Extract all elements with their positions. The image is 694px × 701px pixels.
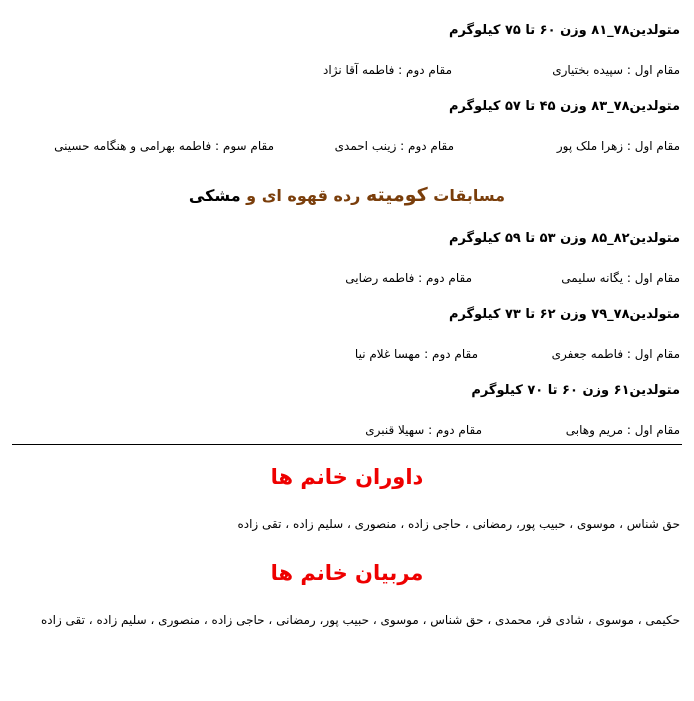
kumite-second-place-3: مقام دوم : سهیلا قنبری bbox=[365, 423, 482, 437]
coaches-title: مربیان خانم ها bbox=[270, 561, 424, 585]
kumite-title-part3: رده قهوه ای و bbox=[240, 186, 366, 205]
first-place-1: مقام اول : سپیده بختیاری bbox=[552, 63, 680, 77]
kumite-first-place-1: مقام اول : یگانه سلیمی bbox=[561, 271, 680, 285]
kumite-second-place-2: مقام دوم : مهسا غلام نیا bbox=[354, 347, 478, 361]
kumite-title-part2: کومیته bbox=[365, 184, 428, 206]
kumite-first-place-3: مقام اول : مریم وهابی bbox=[565, 423, 680, 437]
kumite-heading-1: متولدین۸۲_۸۵ وزن ۵۳ تا ۵۹ کیلوگرم bbox=[448, 231, 680, 246]
kumite-title-part1: مسابقات bbox=[427, 186, 506, 205]
section-divider bbox=[12, 444, 682, 445]
referees-title: داوران خانم ها bbox=[270, 465, 424, 489]
third-place-2: مقام سوم : فاطمه بهرامی و هنگامه حسینی bbox=[54, 139, 274, 153]
coaches-names: حکیمی ، موسوی ، شادی فر، محمدی ، حق شناس ، موسوی ، حبیب پور، رمضانی ، حاجی زاده ، منصوری ، سلیم زاده ، تقی زاده bbox=[40, 613, 680, 627]
kumite-heading-2: متولدین۷۸_۷۹ وزن ۶۲ تا ۷۳ کیلوگرم bbox=[448, 307, 680, 322]
kumite-heading-3: متولدین۶۱ وزن ۶۰ تا ۷۰ کیلوگرم bbox=[471, 383, 680, 398]
category-heading-1: متولدین۷۸_۸۱ وزن ۶۰ تا ۷۵ کیلوگرم bbox=[448, 23, 680, 38]
kumite-first-place-2: مقام اول : فاطمه جعفری bbox=[551, 347, 680, 361]
referees-names: حق شناس ، موسوی ، حبیب پور، رمضانی ، حاجی زاده ، منصوری ، سلیم زاده ، تقی زاده bbox=[237, 517, 680, 531]
second-place-1: مقام دوم : فاطمه آقا نژاد bbox=[323, 63, 452, 77]
category-heading-2: متولدین۷۸_۸۳ وزن ۴۵ تا ۵۷ کیلوگرم bbox=[448, 99, 680, 114]
kumite-second-place-1: مقام دوم : فاطمه رضایی bbox=[345, 271, 472, 285]
kumite-title bbox=[0, 184, 694, 206]
kumite-title-part4: مشکی bbox=[188, 186, 241, 205]
second-place-2: مقام دوم : زینب احمدی bbox=[334, 139, 454, 153]
first-place-2: مقام اول : زهرا ملک پور bbox=[556, 139, 680, 153]
